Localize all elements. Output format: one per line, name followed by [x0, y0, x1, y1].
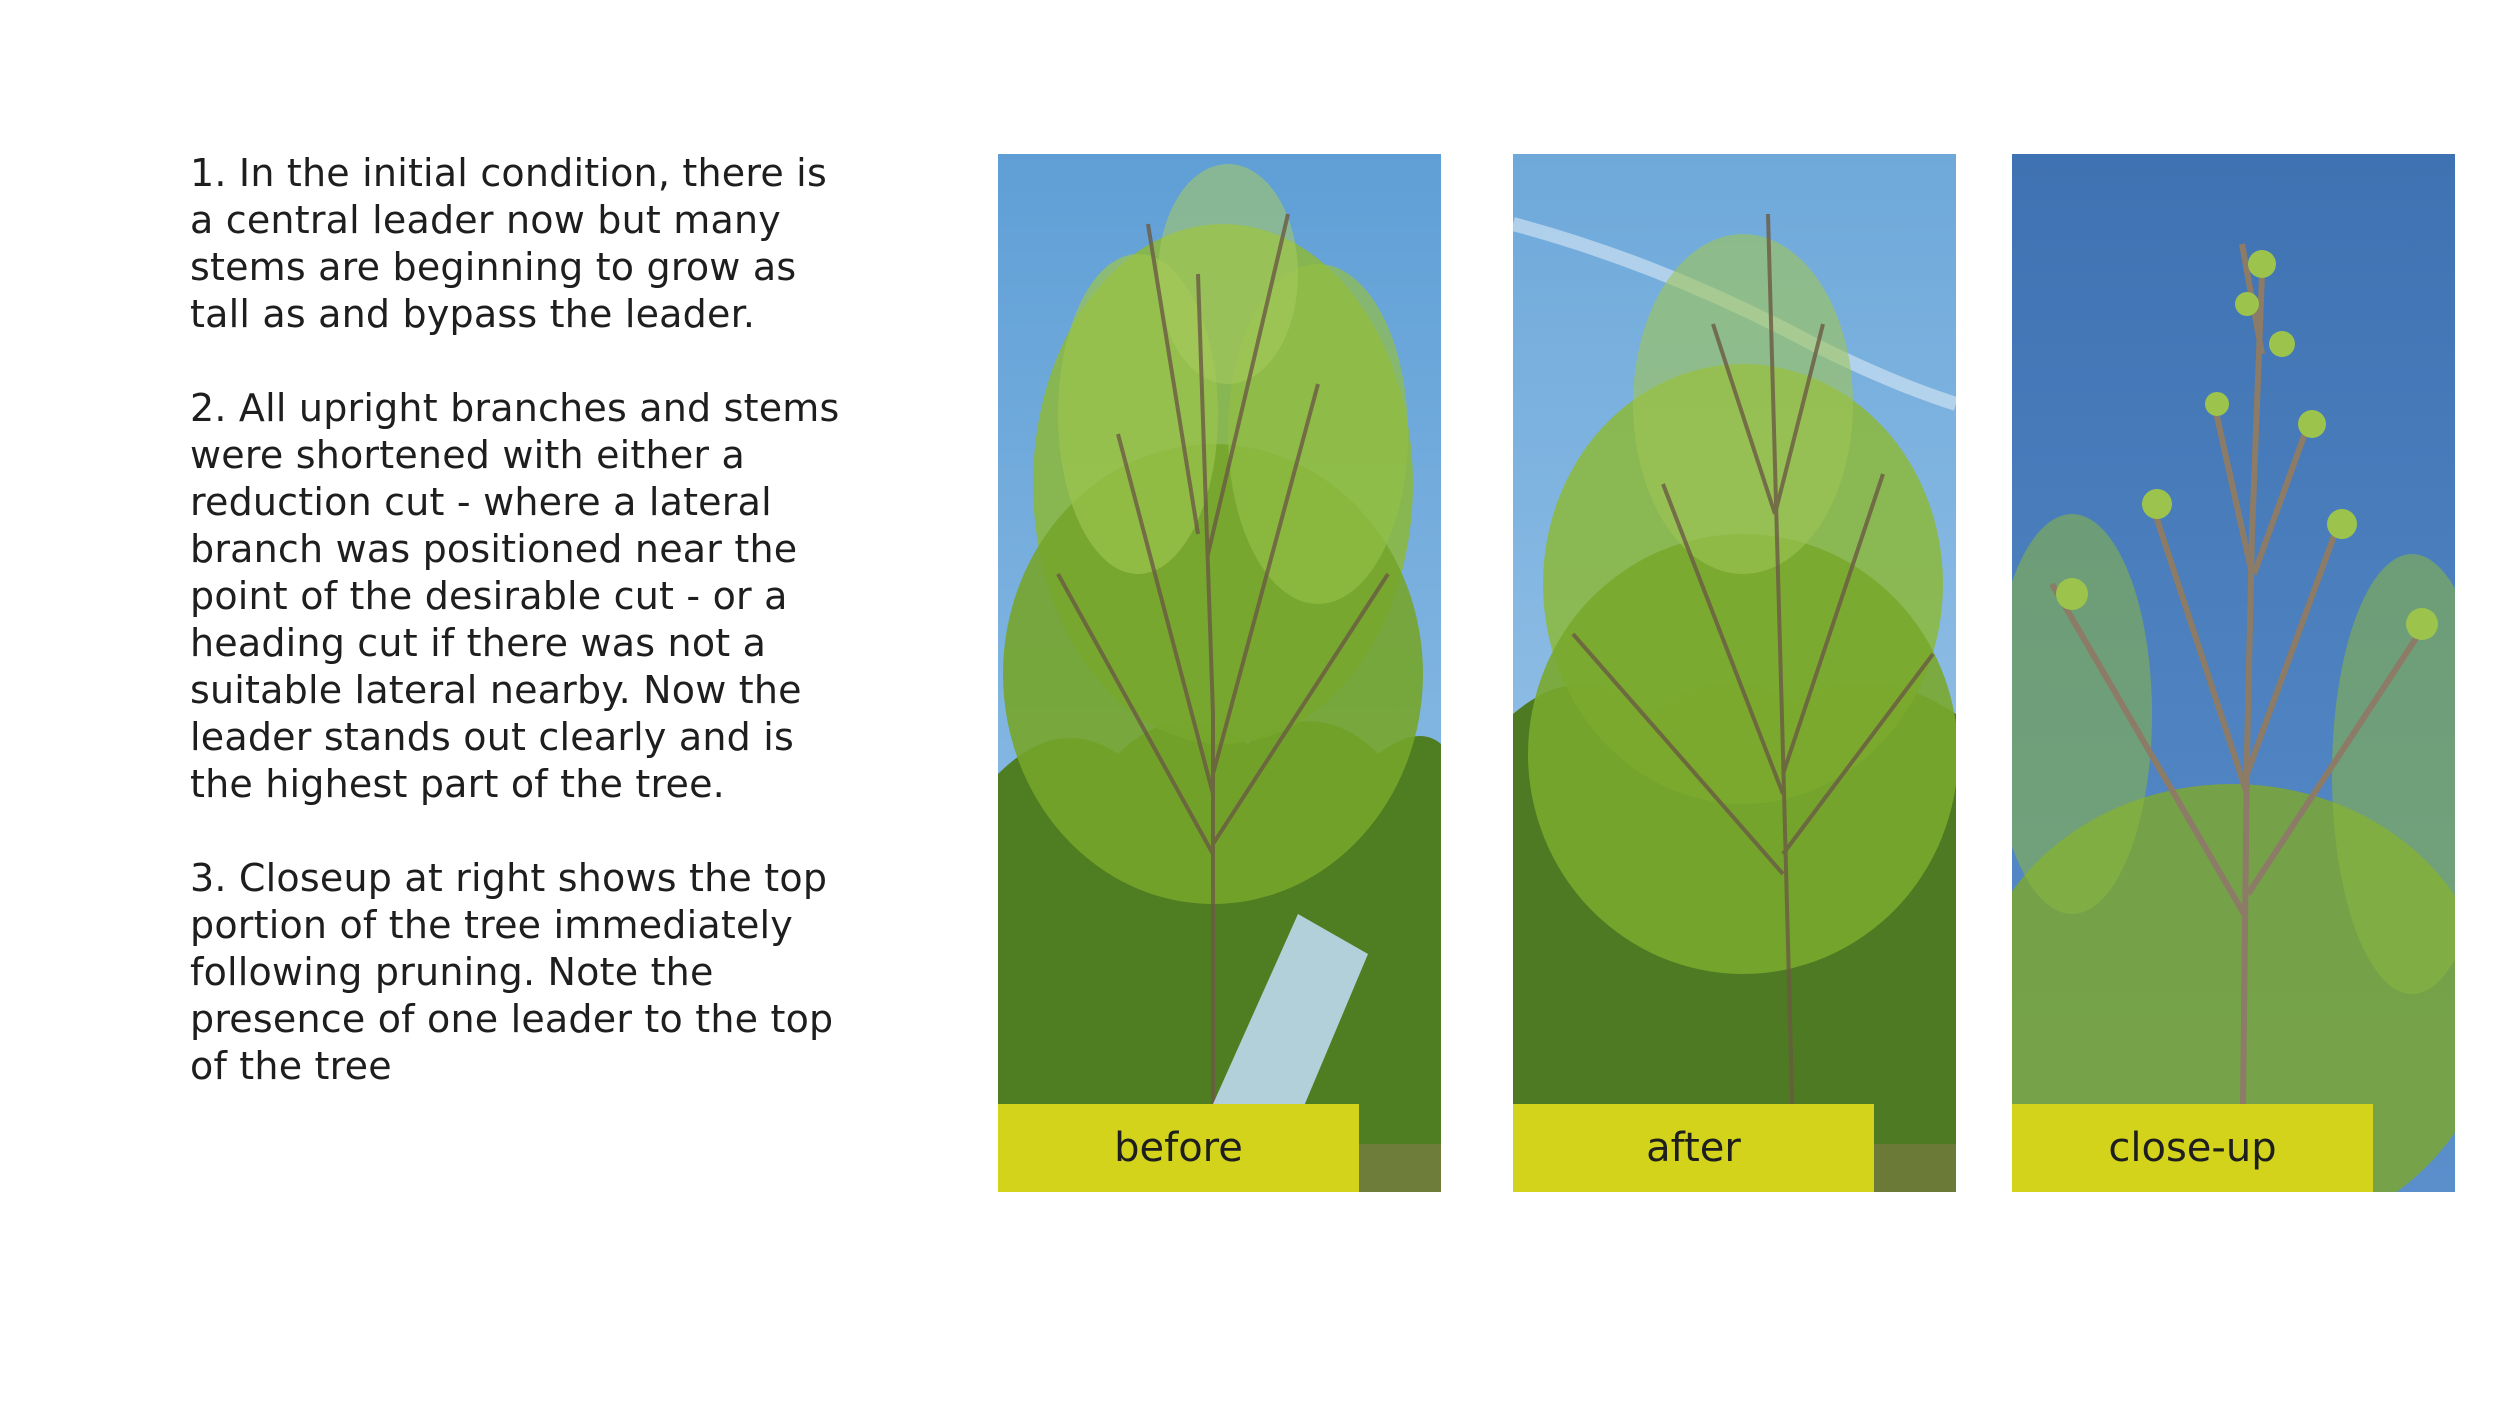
text-line: 1. In the initial condition, there is: [190, 151, 827, 195]
paragraph-initial-condition: [190, 150, 890, 338]
text-line: heading cut if there was not a: [190, 621, 767, 665]
text-line: reduction cut - where a lateral: [190, 480, 772, 524]
text-line: leader stands out clearly and is: [190, 715, 794, 759]
text-line: branch was positioned near the: [190, 527, 798, 571]
photo-closeup: [2012, 154, 2455, 1192]
tree-after-illustration: [1513, 154, 1956, 1192]
paragraph-pruning-cuts: [190, 385, 890, 808]
text-line: presence of one leader to the top: [190, 997, 834, 1041]
text-line: a central leader now but many: [190, 198, 781, 242]
text-line: 3. Closeup at right shows the top: [190, 856, 828, 900]
paragraph-closeup-note: [190, 855, 890, 1090]
text-line: were shortened with either a: [190, 433, 745, 477]
caption-before: before: [998, 1104, 1359, 1192]
tree-closeup-illustration: [2012, 154, 2455, 1192]
text-line: suitable lateral nearby. Now the: [190, 668, 802, 712]
text-line: the highest part of the tree.: [190, 762, 725, 806]
tree-before-illustration: [998, 154, 1441, 1192]
text-line: of the tree: [190, 1044, 392, 1088]
text-line: tall as and bypass the leader.: [190, 292, 756, 336]
caption-after: after: [1513, 1104, 1874, 1192]
photo-after: [1513, 154, 1956, 1192]
text-line: portion of the tree immediately: [190, 903, 793, 947]
caption-closeup: close-up: [2012, 1104, 2373, 1192]
text-line: following pruning. Note the: [190, 950, 714, 994]
text-line: point of the desirable cut - or a: [190, 574, 788, 618]
photo-before: [998, 154, 1441, 1192]
text-line: stems are beginning to grow as: [190, 245, 797, 289]
text-line: 2. All upright branches and stems: [190, 386, 840, 430]
description-text: [190, 150, 890, 1137]
